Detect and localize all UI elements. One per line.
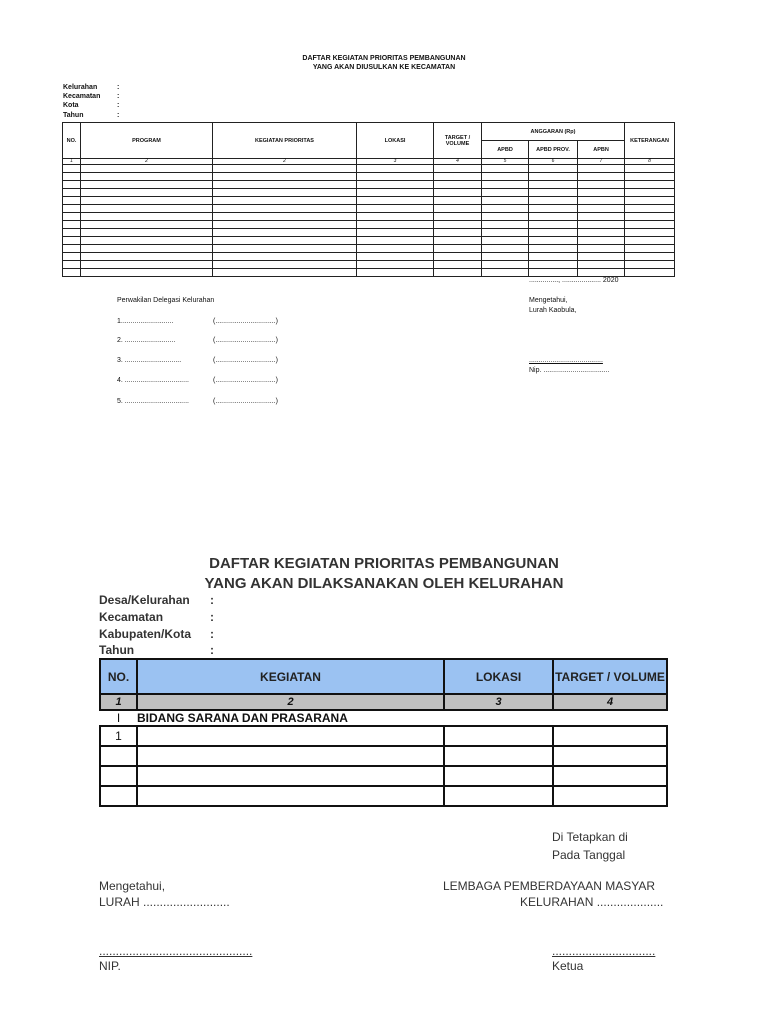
form2-ditetapkan: Di Tetapkan di — [552, 830, 628, 844]
table-cell — [482, 253, 529, 261]
field-label-kecamatan: Kecamatan — [63, 93, 101, 100]
field-colon: : — [117, 93, 120, 100]
table-cell — [578, 245, 625, 253]
field-label-desa-kelurahan: Desa/Kelurahan — [99, 593, 190, 607]
table-cell — [357, 261, 434, 269]
table-row — [100, 726, 667, 746]
table-cell — [357, 245, 434, 253]
table-cell — [529, 181, 578, 189]
delegasi-title: Perwakilan Delegasi Kelurahan — [117, 297, 215, 304]
table-cell — [482, 205, 529, 213]
table-cell — [81, 229, 213, 237]
field-label-tahun: Tahun — [63, 112, 84, 119]
table-cell — [578, 165, 625, 173]
table-cell — [482, 229, 529, 237]
delegasi-name-2: 2. .......................... — [117, 337, 176, 344]
table-cell — [434, 221, 482, 229]
table-cell — [357, 181, 434, 189]
table-cell — [482, 197, 529, 205]
table-cell — [482, 189, 529, 197]
form2-ketua: Ketua — [552, 959, 584, 973]
table-cell — [625, 221, 675, 229]
table-cell — [434, 213, 482, 221]
header-lokasi: LOKASI — [444, 659, 553, 694]
table-cell — [578, 261, 625, 269]
header-apbd-prov: APBD PROV. — [529, 141, 578, 159]
table-cell — [434, 269, 482, 277]
field-label-kabupaten-kota: Kabupaten/Kota — [99, 627, 192, 641]
table-cell — [213, 245, 357, 253]
column-number: 6 — [529, 159, 578, 165]
table-cell — [434, 173, 482, 181]
table-cell — [137, 786, 444, 806]
table-cell — [578, 213, 625, 221]
field-label-kota: Kota — [63, 102, 79, 109]
table-cell — [81, 269, 213, 277]
table-cell — [357, 205, 434, 213]
table-cell — [63, 205, 81, 213]
table-cell — [213, 165, 357, 173]
table-cell — [578, 189, 625, 197]
table-cell — [81, 197, 213, 205]
form1-title-line1: DAFTAR KEGIATAN PRIORITAS PEMBANGUNAN — [302, 55, 466, 62]
table-cell — [63, 197, 81, 205]
field-colon: : — [117, 112, 120, 119]
header-target-volume: TARGET / VOLUME — [434, 123, 482, 159]
delegasi-sign-3: (...............................) — [213, 357, 278, 364]
table-cell — [81, 173, 213, 181]
table-cell — [625, 197, 675, 205]
table-cell — [100, 746, 137, 766]
field-colon: : — [117, 102, 120, 109]
table-cell — [553, 726, 667, 746]
table-cell — [578, 173, 625, 181]
table-cell — [444, 726, 553, 746]
table-cell — [137, 746, 444, 766]
column-number: 3 — [357, 159, 434, 165]
table-cell — [553, 786, 667, 806]
table-cell — [529, 269, 578, 277]
form1-blank-rows — [63, 165, 675, 277]
table-cell — [434, 245, 482, 253]
table-cell — [553, 710, 667, 726]
form1-table — [62, 122, 675, 277]
table-cell — [529, 205, 578, 213]
table-cell — [625, 261, 675, 269]
table-cell — [434, 165, 482, 173]
form2-pada-tanggal: Pada Tanggal — [552, 848, 626, 862]
table-cell — [529, 245, 578, 253]
delegasi-name-4: 4. ................................. — [117, 377, 189, 384]
table-cell — [357, 269, 434, 277]
form2-title-line1: DAFTAR KEGIATAN PRIORITAS PEMBANGUNAN — [209, 555, 559, 572]
table-cell — [482, 213, 529, 221]
delegasi-name-5: 5. ................................. — [117, 398, 189, 405]
table-cell — [625, 245, 675, 253]
table-section-row — [100, 710, 667, 726]
table-cell — [482, 237, 529, 245]
header-target-volume: TARGET / VOLUME — [553, 659, 667, 694]
column-number: 2 — [213, 159, 357, 165]
table-cell — [357, 173, 434, 181]
table-cell — [578, 237, 625, 245]
table-cell — [529, 213, 578, 221]
table-cell — [482, 221, 529, 229]
table-cell — [81, 253, 213, 261]
table-cell — [578, 229, 625, 237]
table-cell — [434, 205, 482, 213]
table-cell — [444, 766, 553, 786]
table-cell — [63, 245, 81, 253]
table-cell — [357, 221, 434, 229]
table-cell — [213, 189, 357, 197]
table-row — [63, 189, 675, 197]
form1-title-line2: YANG AKAN DIUSULKAN KE KECAMATAN — [312, 64, 456, 71]
table-cell — [213, 213, 357, 221]
table-cell — [529, 229, 578, 237]
table-cell — [357, 237, 434, 245]
table-cell — [357, 253, 434, 261]
table-cell — [625, 229, 675, 237]
table-cell — [578, 221, 625, 229]
table-cell — [482, 165, 529, 173]
table-cell — [213, 253, 357, 261]
header-anggaran: ANGGARAN (Rp) — [482, 123, 625, 141]
table-cell — [529, 253, 578, 261]
table-row — [63, 261, 675, 269]
table-cell — [434, 181, 482, 189]
table-cell — [357, 189, 434, 197]
field-colon: : — [210, 610, 214, 624]
table-cell — [213, 173, 357, 181]
header-no: NO. — [100, 659, 137, 694]
table-cell — [63, 253, 81, 261]
table-cell — [63, 237, 81, 245]
column-number: 7 — [578, 159, 625, 165]
table-cell — [529, 197, 578, 205]
table-cell — [529, 261, 578, 269]
table-row — [63, 165, 675, 173]
table-cell — [434, 197, 482, 205]
table-cell — [434, 237, 482, 245]
table-cell — [213, 229, 357, 237]
header-apbn: APBN — [578, 141, 625, 159]
field-label-kelurahan: Kelurahan — [63, 84, 98, 91]
table-cell — [529, 237, 578, 245]
field-colon: : — [210, 593, 214, 607]
field-colon: : — [117, 84, 120, 91]
form1-sign-line: ...................................... — [529, 357, 603, 364]
section-no: I — [100, 710, 137, 726]
delegasi-sign-5: (...............................) — [213, 398, 278, 405]
field-colon: : — [210, 627, 214, 641]
table-cell — [625, 213, 675, 221]
table-cell — [434, 189, 482, 197]
table-cell — [213, 269, 357, 277]
column-number: 1 — [63, 159, 81, 165]
field-colon: : — [210, 643, 214, 657]
form2-sign-left: .............................................. — [99, 944, 253, 958]
table-cell — [625, 181, 675, 189]
table-cell — [578, 205, 625, 213]
delegasi-name-3: 3. ............................. — [117, 357, 182, 364]
table-cell — [213, 205, 357, 213]
table-cell — [213, 221, 357, 229]
column-number: 1 — [100, 694, 137, 710]
table-cell — [444, 710, 553, 726]
table-cell — [63, 165, 81, 173]
table-cell — [529, 165, 578, 173]
table-cell — [63, 221, 81, 229]
table-cell — [553, 746, 667, 766]
form2-sign-right: ............................... — [552, 944, 656, 958]
table-row — [63, 229, 675, 237]
column-number: 4 — [434, 159, 482, 165]
table-cell — [213, 237, 357, 245]
table-cell — [81, 245, 213, 253]
table-cell — [529, 173, 578, 181]
column-number: 2 — [81, 159, 213, 165]
table-row — [63, 205, 675, 213]
table-cell — [100, 766, 137, 786]
table-cell — [625, 165, 675, 173]
field-label-kecamatan: Kecamatan — [99, 610, 164, 624]
header-apbd: APBD — [482, 141, 529, 159]
table-cell — [444, 746, 553, 766]
table-cell — [81, 165, 213, 173]
table-cell — [625, 237, 675, 245]
table-cell — [357, 213, 434, 221]
table-row — [63, 269, 675, 277]
table-cell — [482, 181, 529, 189]
table-cell — [625, 253, 675, 261]
form2-table — [99, 658, 668, 807]
table-cell — [625, 269, 675, 277]
table-row — [63, 213, 675, 221]
table-row — [100, 786, 667, 806]
delegasi-sign-2: (...............................) — [213, 337, 278, 344]
table-cell — [625, 205, 675, 213]
table-cell — [357, 197, 434, 205]
table-cell — [553, 766, 667, 786]
table-cell — [578, 181, 625, 189]
table-cell — [529, 221, 578, 229]
table-cell — [137, 766, 444, 786]
form2-lembaga: LEMBAGA PEMBERDAYAAN MASYAR — [443, 879, 656, 893]
table-cell — [578, 269, 625, 277]
table-row — [63, 181, 675, 189]
table-cell — [213, 261, 357, 269]
table-cell — [81, 237, 213, 245]
column-number: 2 — [137, 694, 444, 710]
form2-nip: NIP. — [99, 959, 121, 973]
header-keterangan: KETERANGAN — [625, 123, 675, 159]
header-kegiatan-prioritas: KEGIATAN PRIORITAS — [213, 123, 357, 159]
table-cell — [357, 165, 434, 173]
table-cell — [434, 261, 482, 269]
table-cell — [578, 253, 625, 261]
table-row — [63, 245, 675, 253]
table-row — [63, 253, 675, 261]
form2-title-line2: YANG AKAN DILAKSANAKAN OLEH KELURAHAN — [204, 575, 564, 592]
table-cell — [444, 786, 553, 806]
form1-lurah: Lurah Kaobula, — [529, 307, 577, 314]
table-cell — [63, 173, 81, 181]
table-cell — [63, 269, 81, 277]
table-cell — [137, 726, 444, 746]
header-program: PROGRAM — [81, 123, 213, 159]
form1-nip: Nip. .................................. — [529, 367, 610, 374]
table-cell — [81, 221, 213, 229]
table-cell — [482, 245, 529, 253]
delegasi-name-1: 1........................... — [117, 318, 174, 325]
table-cell — [625, 173, 675, 181]
header-lokasi: LOKASI — [357, 123, 434, 159]
header-kegiatan: KEGIATAN — [137, 659, 444, 694]
table-cell — [434, 229, 482, 237]
table-cell — [213, 197, 357, 205]
form2-lurah: LURAH .......................... — [99, 895, 230, 909]
table-row — [63, 221, 675, 229]
table-cell — [482, 173, 529, 181]
table-cell — [63, 229, 81, 237]
form2-mengetahui: Mengetahui, — [99, 879, 166, 893]
table-cell — [482, 269, 529, 277]
section-label: BIDANG SARANA DAN PRASARANA — [137, 710, 444, 726]
table-cell — [529, 189, 578, 197]
table-cell — [482, 261, 529, 269]
table-cell — [578, 197, 625, 205]
table-row — [63, 173, 675, 181]
delegasi-sign-4: (...............................) — [213, 377, 278, 384]
table-cell — [625, 189, 675, 197]
table-cell — [81, 181, 213, 189]
table-cell — [213, 181, 357, 189]
table-row — [100, 746, 667, 766]
form2-kelurahan: KELURAHAN .................... — [520, 895, 664, 909]
row-number: 1 — [100, 726, 137, 746]
table-cell — [434, 253, 482, 261]
table-cell — [81, 189, 213, 197]
table-cell — [357, 229, 434, 237]
table-row — [63, 237, 675, 245]
delegasi-sign-1: (...............................) — [213, 318, 278, 325]
table-cell — [63, 261, 81, 269]
table-cell — [81, 205, 213, 213]
table-cell — [63, 189, 81, 197]
table-row — [63, 197, 675, 205]
table-cell — [63, 181, 81, 189]
column-number: 3 — [444, 694, 553, 710]
header-no: NO. — [63, 123, 81, 159]
table-cell — [100, 786, 137, 806]
table-row — [100, 766, 667, 786]
table-cell — [63, 213, 81, 221]
field-label-tahun: Tahun — [99, 643, 135, 657]
table-cell — [81, 261, 213, 269]
form1-mengetahui: Mengetahui, — [529, 297, 568, 304]
table-cell — [81, 213, 213, 221]
column-number: 8 — [625, 159, 675, 165]
column-number: 5 — [482, 159, 529, 165]
form1-date-line: ..............., .................... 2020 — [529, 277, 619, 284]
column-number: 4 — [553, 694, 667, 710]
